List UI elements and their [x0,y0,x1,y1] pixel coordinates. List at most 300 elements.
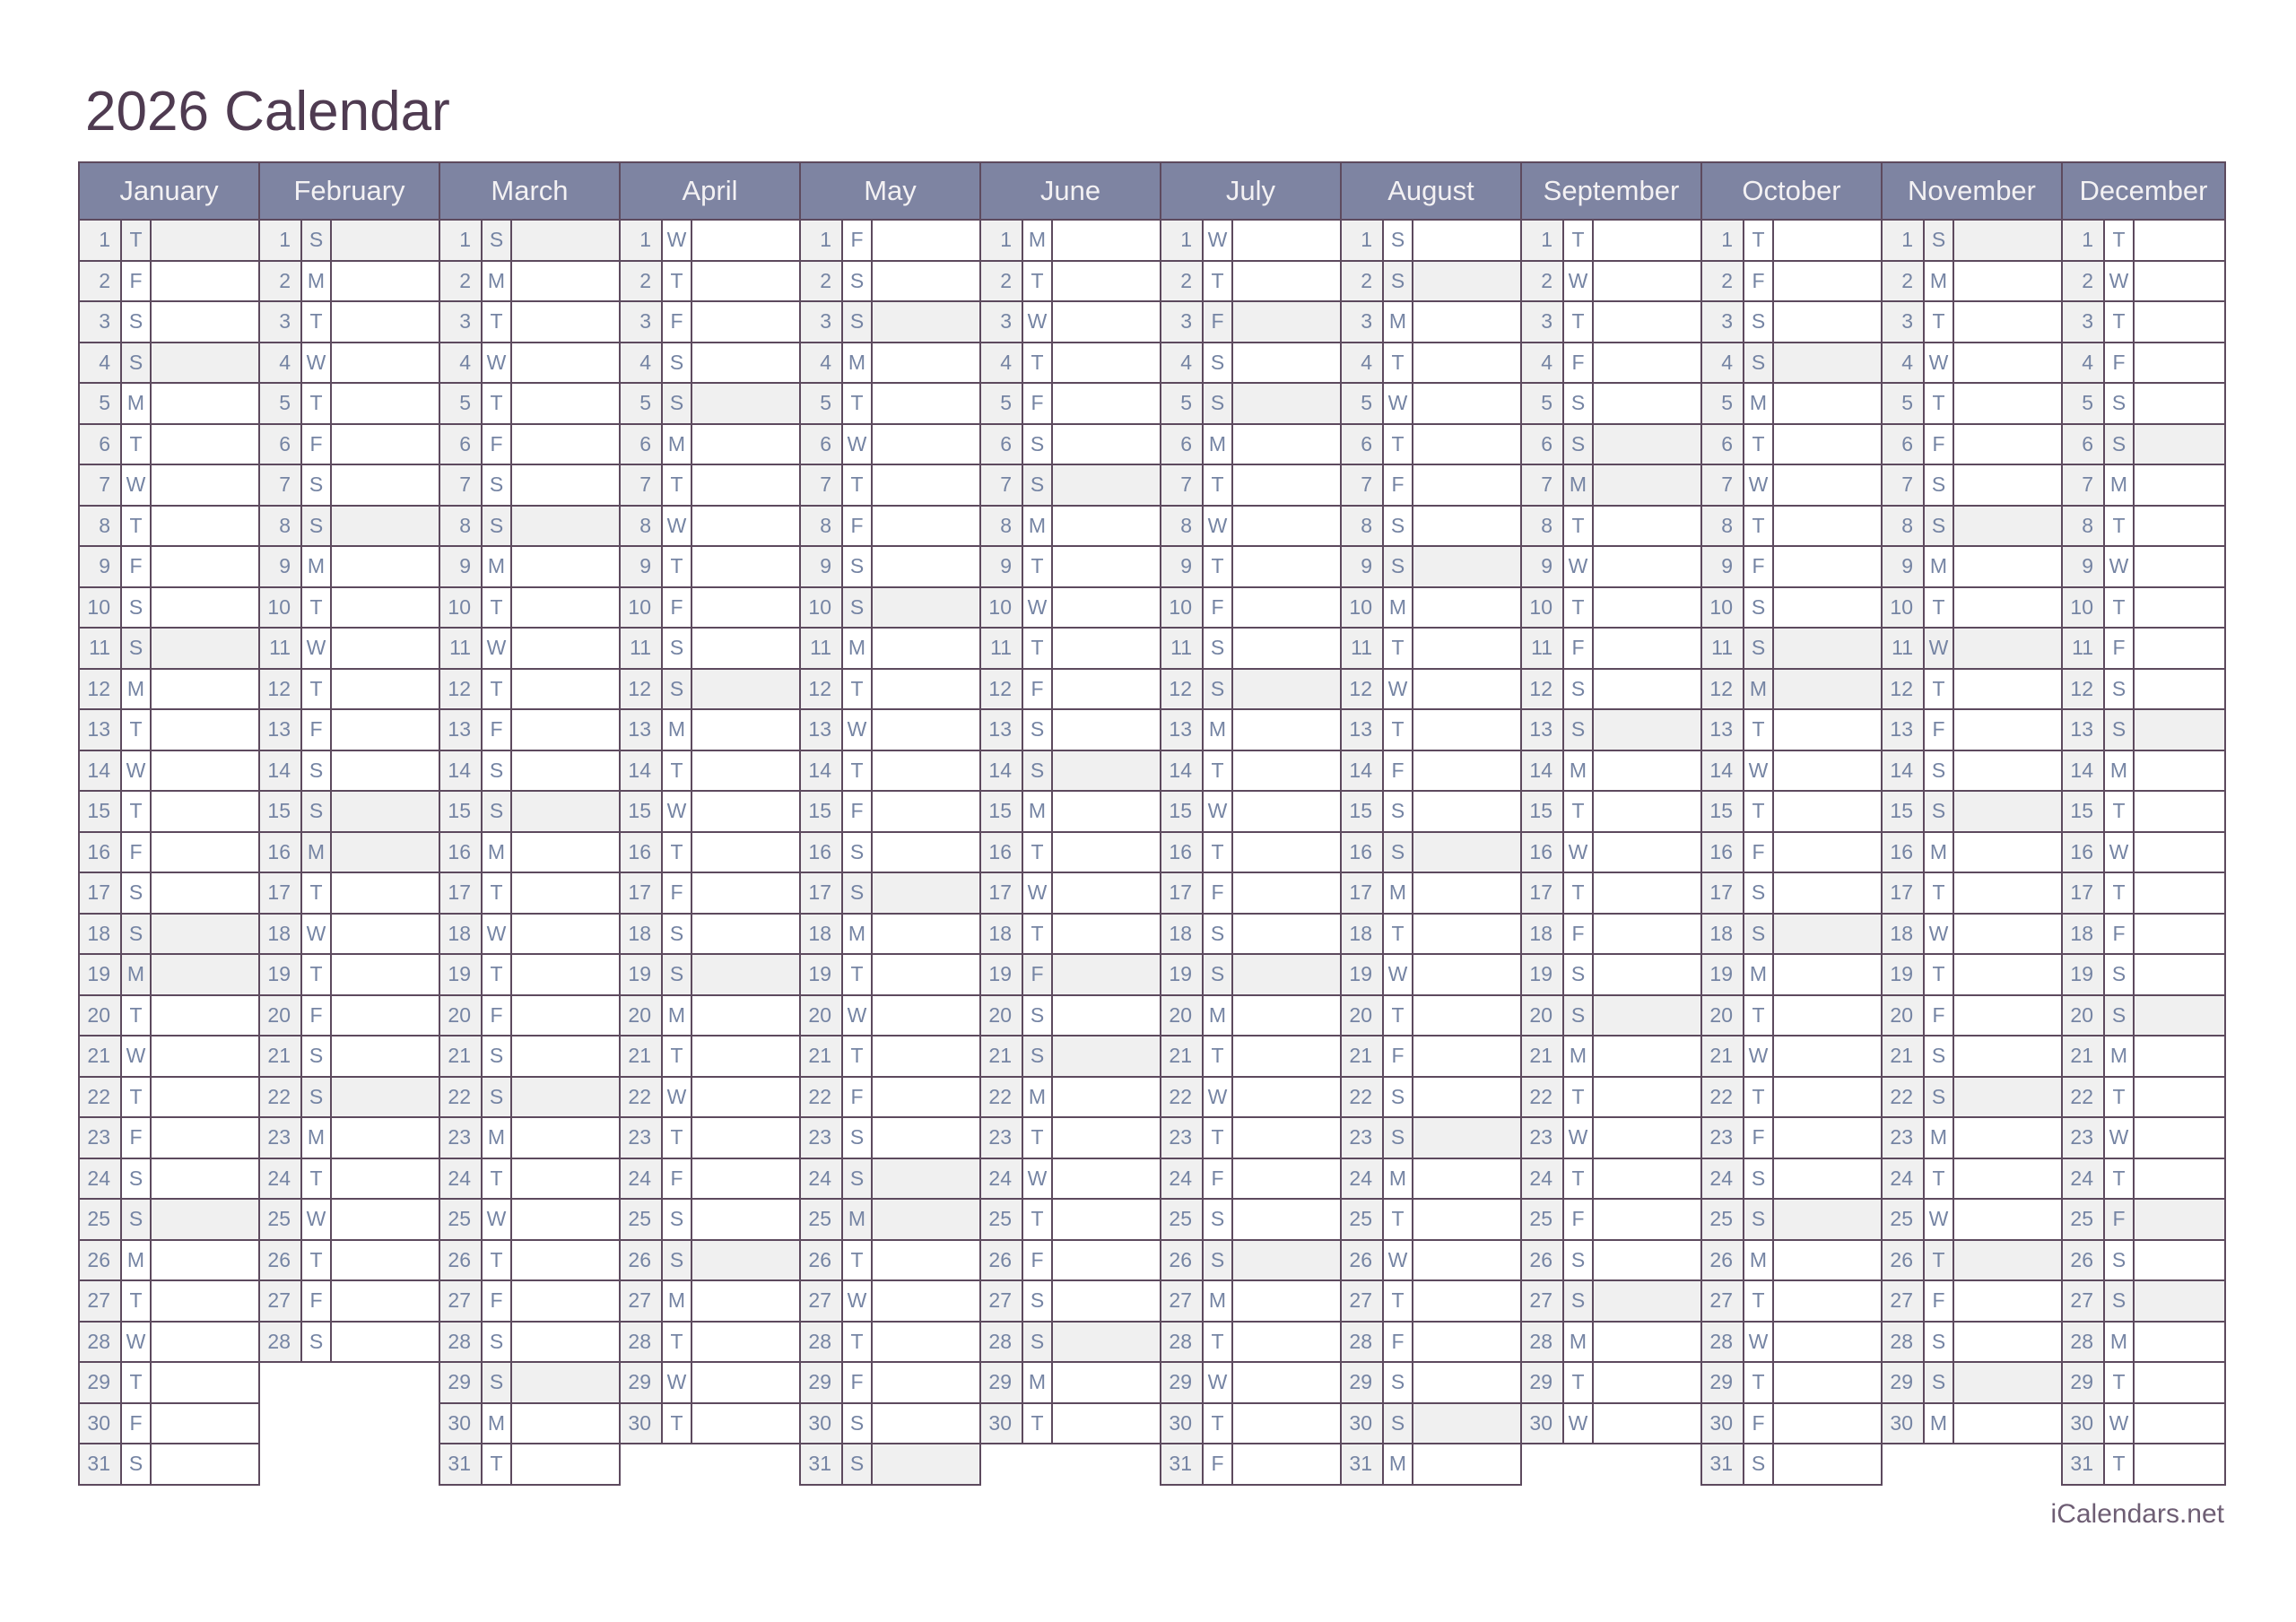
day-letter: T [121,424,151,465]
day-notes [1232,424,1341,465]
day-number: 5 [2062,383,2104,424]
day-number: 6 [620,424,662,465]
day-letter: M [1563,1036,1593,1077]
day-row-31 [79,1444,2225,1485]
day-letter: T [482,872,511,914]
day-letter: S [121,587,151,629]
day-notes [872,1158,980,1200]
day-notes [1953,1280,2062,1322]
day-number: 9 [800,546,842,587]
day-letter: M [1383,587,1413,629]
day-number: 16 [1701,832,1744,873]
day-number: 5 [439,383,482,424]
day-letter: S [1203,1199,1232,1240]
month-header-september: September [1521,162,1701,220]
month-header-february: February [259,162,439,220]
day-letter: T [1203,261,1232,302]
day-letter: M [1924,832,1953,873]
day-number: 25 [1701,1199,1744,1240]
day-notes [1953,832,2062,873]
day-notes [2134,587,2225,629]
day-notes [872,506,980,547]
day-notes [1773,546,1882,587]
day-letter: F [1924,1280,1953,1322]
day-notes [1953,872,2062,914]
day-number: 1 [980,220,1022,261]
day-notes [1413,709,1521,750]
day-number: 2 [620,261,662,302]
day-notes [1052,709,1161,750]
day-letter: F [121,1117,151,1158]
day-number: 26 [620,1240,662,1281]
day-number: 16 [1882,832,1924,873]
day-letter: T [2104,1158,2134,1200]
day-notes [511,1322,620,1363]
day-letter: M [1203,995,1232,1037]
day-notes [331,709,439,750]
day-notes [1953,1199,2062,1240]
day-notes [1413,750,1521,792]
day-letter: M [1744,669,1773,710]
day-letter: T [121,1280,151,1322]
day-notes [151,832,259,873]
day-notes [331,424,439,465]
day-notes [1232,587,1341,629]
day-number: 24 [1521,1158,1563,1200]
day-notes [1052,261,1161,302]
day-letter: S [1383,1077,1413,1118]
day-number: 12 [259,669,301,710]
day-letter: M [1924,261,1953,302]
day-notes [331,914,439,955]
void-cell [331,1403,439,1444]
day-number: 30 [1341,1403,1383,1444]
day-notes [1052,628,1161,669]
day-letter: S [662,383,691,424]
day-number: 28 [1161,1322,1203,1363]
day-notes [151,343,259,384]
day-letter: T [301,954,331,995]
day-number: 21 [620,1036,662,1077]
day-letter: F [1203,1444,1232,1485]
day-notes [331,1199,439,1240]
day-number: 3 [980,301,1022,343]
day-notes [1052,1362,1161,1403]
day-notes [1052,301,1161,343]
day-number: 7 [1161,464,1203,506]
day-row-10 [79,587,2225,629]
day-letter: T [121,995,151,1037]
day-letter: T [121,1362,151,1403]
day-notes [691,424,800,465]
day-notes [511,424,620,465]
day-notes [1052,546,1161,587]
day-notes [1593,546,1701,587]
day-number: 13 [1701,709,1744,750]
day-notes [1413,261,1521,302]
day-notes [872,343,980,384]
day-letter: S [1744,301,1773,343]
day-letter: M [1744,954,1773,995]
day-notes [1052,954,1161,995]
day-number: 13 [800,709,842,750]
day-number: 23 [1521,1117,1563,1158]
day-letter: T [1924,872,1953,914]
day-notes [511,954,620,995]
day-number: 6 [1341,424,1383,465]
day-letter: S [1203,914,1232,955]
day-letter: W [482,628,511,669]
day-number: 24 [1882,1158,1924,1200]
day-number: 22 [2062,1077,2104,1118]
day-notes [1052,506,1161,547]
day-number: 24 [620,1158,662,1200]
day-number: 30 [1882,1403,1924,1444]
day-number: 6 [439,424,482,465]
day-number: 7 [1341,464,1383,506]
day-letter: F [1744,1403,1773,1444]
day-letter: S [842,1444,872,1485]
day-letter: W [1383,1240,1413,1281]
day-notes [1052,1077,1161,1118]
day-notes [151,220,259,261]
day-letter: T [301,872,331,914]
day-number: 9 [1701,546,1744,587]
day-row-15 [79,791,2225,832]
day-notes [1413,1322,1521,1363]
day-number: 12 [1701,669,1744,710]
day-notes [1773,832,1882,873]
day-number: 27 [1341,1280,1383,1322]
day-number: 3 [259,301,301,343]
day-number: 13 [1521,709,1563,750]
day-letter: F [842,506,872,547]
day-number: 21 [1161,1036,1203,1077]
day-number: 18 [1882,914,1924,955]
day-row-20 [79,995,2225,1037]
day-row-18 [79,914,2225,955]
day-letter: M [1022,1077,1052,1118]
day-notes [1953,791,2062,832]
day-notes [1232,1240,1341,1281]
day-number: 17 [439,872,482,914]
day-number: 9 [2062,546,2104,587]
day-number: 9 [1341,546,1383,587]
day-notes [1052,1403,1161,1444]
day-letter: T [1563,220,1593,261]
day-letter: F [121,261,151,302]
day-notes [151,261,259,302]
day-number: 25 [1161,1199,1203,1240]
day-number: 29 [2062,1362,2104,1403]
day-letter: S [1563,1240,1593,1281]
day-number: 4 [259,343,301,384]
day-number: 28 [1882,1322,1924,1363]
day-letter: T [1022,1199,1052,1240]
day-letter: S [482,1077,511,1118]
day-number: 22 [980,1077,1022,1118]
month-header-july: July [1161,162,1341,220]
day-notes [1593,791,1701,832]
day-number: 2 [1521,261,1563,302]
day-letter: S [301,791,331,832]
day-notes [1593,464,1701,506]
day-notes [2134,995,2225,1037]
day-letter: M [1203,1280,1232,1322]
day-number: 27 [980,1280,1022,1322]
day-notes [2134,1362,2225,1403]
day-letter: M [1924,1117,1953,1158]
day-notes [151,1240,259,1281]
day-notes [1413,914,1521,955]
footer-brand: iCalendars.net [2050,1499,2224,1529]
day-number: 3 [1161,301,1203,343]
day-row-11 [79,628,2225,669]
day-notes [1232,1199,1341,1240]
day-row-16 [79,832,2225,873]
day-number: 8 [800,506,842,547]
day-letter: S [482,750,511,792]
day-letter: T [1203,1403,1232,1444]
day-notes [1052,464,1161,506]
day-letter: M [482,1403,511,1444]
void-cell [1052,1444,1161,1485]
day-number: 11 [439,628,482,669]
day-letter: W [1924,343,1953,384]
day-letter: T [1203,1322,1232,1363]
day-letter: T [1203,750,1232,792]
day-letter: S [1563,954,1593,995]
day-letter: W [1563,546,1593,587]
day-letter: S [842,261,872,302]
day-notes [1773,628,1882,669]
day-letter: T [2104,1077,2134,1118]
day-number: 30 [1521,1403,1563,1444]
day-letter: W [1203,791,1232,832]
day-letter: T [482,669,511,710]
day-letter: S [121,1444,151,1485]
day-notes [1052,1322,1161,1363]
day-notes [2134,1280,2225,1322]
day-letter: S [482,1036,511,1077]
day-number: 25 [800,1199,842,1240]
day-notes [151,506,259,547]
day-notes [1413,791,1521,832]
day-letter: S [301,750,331,792]
day-number: 30 [1161,1403,1203,1444]
day-number: 11 [1882,628,1924,669]
day-notes [1593,1036,1701,1077]
day-letter: S [482,791,511,832]
day-letter: T [482,301,511,343]
calendar-table [78,161,2226,1486]
day-notes [151,995,259,1037]
day-number: 19 [259,954,301,995]
day-notes [1773,1117,1882,1158]
day-letter: W [1744,750,1773,792]
day-notes [1232,995,1341,1037]
day-number: 21 [1521,1036,1563,1077]
day-notes [1953,750,2062,792]
day-letter: W [1563,261,1593,302]
day-notes [151,669,259,710]
day-letter: F [1563,1199,1593,1240]
day-notes [511,628,620,669]
day-letter: M [1744,1240,1773,1281]
day-letter: M [1383,1444,1413,1485]
day-number: 8 [1521,506,1563,547]
day-letter: S [1383,1403,1413,1444]
day-letter: S [2104,383,2134,424]
day-number: 17 [79,872,121,914]
day-number: 30 [2062,1403,2104,1444]
day-number: 1 [439,220,482,261]
day-number: 9 [1161,546,1203,587]
day-number: 11 [1521,628,1563,669]
void-cell [1882,1444,1924,1485]
day-letter: S [1744,343,1773,384]
day-notes [331,261,439,302]
day-notes [1593,1322,1701,1363]
day-letter: T [1744,506,1773,547]
day-notes [691,1199,800,1240]
void-cell [1521,1444,1563,1485]
day-letter: T [1383,914,1413,955]
day-number: 13 [439,709,482,750]
day-notes [872,1362,980,1403]
day-notes [331,750,439,792]
day-letter: W [662,1362,691,1403]
day-notes [2134,424,2225,465]
day-notes [872,383,980,424]
day-notes [2134,1077,2225,1118]
day-number: 17 [1882,872,1924,914]
month-header-april: April [620,162,800,220]
day-letter: T [1744,1362,1773,1403]
day-notes [1413,220,1521,261]
day-number: 27 [439,1280,482,1322]
day-letter: W [842,424,872,465]
day-letter: W [2104,261,2134,302]
day-notes [691,1362,800,1403]
day-letter: W [1924,1199,1953,1240]
day-letter: T [1022,832,1052,873]
day-number: 25 [259,1199,301,1240]
day-number: 21 [439,1036,482,1077]
day-letter: T [301,301,331,343]
day-notes [331,546,439,587]
month-header-december: December [2062,162,2225,220]
day-letter: W [121,1036,151,1077]
void-cell [259,1362,301,1403]
day-letter: W [1744,464,1773,506]
day-number: 18 [1701,914,1744,955]
day-letter: S [662,1240,691,1281]
day-letter: T [1383,709,1413,750]
day-number: 8 [2062,506,2104,547]
day-notes [1953,506,2062,547]
void-cell [980,1444,1022,1485]
day-number: 31 [1341,1444,1383,1485]
day-number: 16 [800,832,842,873]
day-notes [872,546,980,587]
day-letter: W [1383,383,1413,424]
day-letter: W [2104,546,2134,587]
day-number: 14 [1161,750,1203,792]
day-letter: W [301,343,331,384]
day-number: 5 [1161,383,1203,424]
day-notes [331,1240,439,1281]
day-number: 18 [1521,914,1563,955]
day-letter: T [1744,1077,1773,1118]
day-letter: T [1744,1280,1773,1322]
day-letter: M [842,1199,872,1240]
day-letter: M [2104,1322,2134,1363]
day-notes [1953,1240,2062,1281]
day-letter: M [482,1117,511,1158]
day-letter: S [1022,1280,1052,1322]
day-letter: S [301,1077,331,1118]
void-cell [301,1444,331,1485]
day-letter: S [662,343,691,384]
day-number: 12 [800,669,842,710]
day-letter: T [1563,1158,1593,1200]
day-letter: S [842,1158,872,1200]
day-number: 20 [1161,995,1203,1037]
day-number: 20 [1882,995,1924,1037]
day-number: 14 [980,750,1022,792]
day-number: 5 [620,383,662,424]
day-notes [1413,669,1521,710]
day-notes [872,1199,980,1240]
day-row-13 [79,709,2225,750]
day-notes [331,343,439,384]
day-notes [1593,506,1701,547]
day-number: 19 [1341,954,1383,995]
day-notes [151,1444,259,1485]
day-number: 5 [800,383,842,424]
day-letter: S [1383,1117,1413,1158]
day-number: 15 [439,791,482,832]
day-number: 14 [79,750,121,792]
day-notes [1773,1077,1882,1118]
day-row-23 [79,1117,2225,1158]
day-notes [331,383,439,424]
day-number: 16 [79,832,121,873]
day-number: 28 [79,1322,121,1363]
day-number: 28 [620,1322,662,1363]
day-notes [691,506,800,547]
day-letter: M [842,628,872,669]
day-notes [2134,1322,2225,1363]
day-number: 30 [79,1403,121,1444]
day-letter: F [1924,424,1953,465]
day-letter: S [1924,220,1953,261]
day-letter: F [662,872,691,914]
day-notes [1232,1158,1341,1200]
day-letter: F [2104,914,2134,955]
day-letter: F [662,587,691,629]
day-number: 17 [980,872,1022,914]
void-cell [301,1403,331,1444]
day-letter: W [1203,506,1232,547]
day-letter: W [1383,669,1413,710]
day-number: 21 [1701,1036,1744,1077]
day-letter: F [1022,954,1052,995]
day-notes [1773,343,1882,384]
day-notes [872,1077,980,1118]
day-number: 22 [1701,1077,1744,1118]
